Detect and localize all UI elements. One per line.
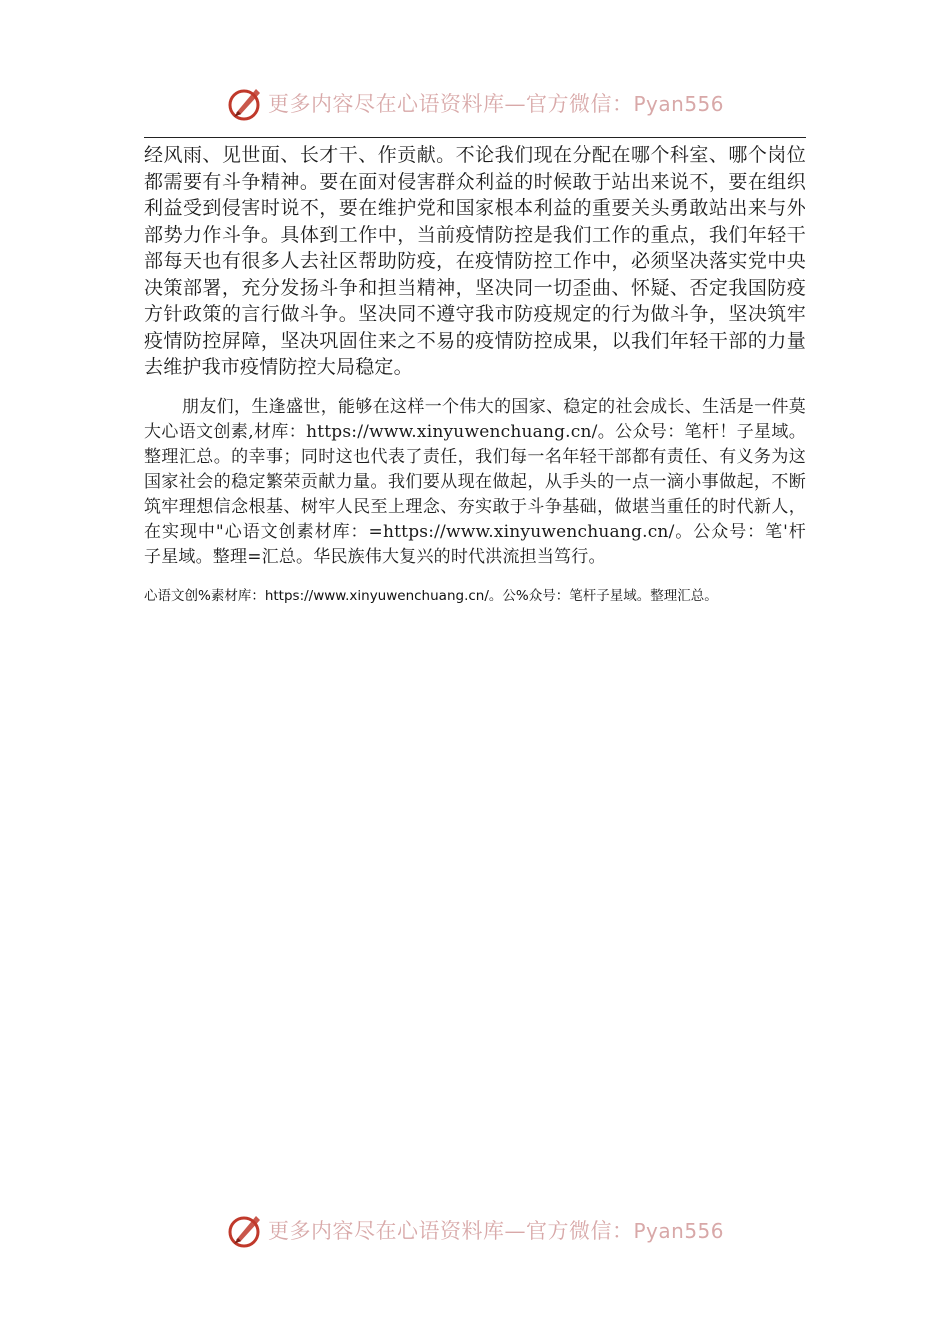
footer-banner-text: 更多内容尽在心语资料库—官方微信：Pyan556 — [267, 1219, 724, 1243]
footer-banner — [0, 1208, 950, 1252]
footer-wechat-id: Pyan556 — [633, 1219, 724, 1243]
quill-logo-icon — [226, 1210, 266, 1250]
header-wechat-id: Pyan556 — [633, 92, 724, 116]
footnote: 心语文创%素材库：https://www.xinyuwenchuang.cn/。公%众号：笔杆子星域。整理汇总。 — [144, 587, 718, 604]
paragraph-1: 经风雨、见世面、长才干、作贡献。不论我们现在分配在哪个科室、哪个岗位都需要有斗争精神。要在面对侵害群众利益的时候敢于站出来说不，要在组织利益受到侵害时说不，要在维护党和国家根本利益的重要关头勇敢站出来与外部势力作斗争。具体到工作中，当前疫情防控是我们工作的重点，我们年轻干部每天也有很多人去社区帮助防疫，在疫情防控工作中，必须坚决落实党中央决策部署，充分发扬斗争和担当精神，坚决同一切歪曲、怀疑、否定我国防疫方针政策的言行做斗争。坚决同不遵守我市防疫规定的行为做斗争，坚决筑牢疫情防控屏障，坚决巩固住来之不易的疫情防控成果，以我们年轻干部的力量去维护我市疫情防控大局稳定。 — [144, 144, 806, 378]
quill-logo-icon — [226, 83, 266, 123]
header-banner-text: 更多内容尽在心语资料库—官方微信：Pyan556 — [267, 92, 724, 116]
paragraph-2: 朋友们，生逢盛世，能够在这样一个伟大的国家、稳定的社会成长、生活是一件莫大心语文创素,材库：https://www.xinyuwenchuang.cn/。公众号：笔杆！子星域。整理汇总。的幸事；同时这也代表了责任，我们每一名年轻干部都有责任、有义务为这国家社会的稳定繁荣贡献力量。我们要从现在做起，从手头的一点一滴小事做起，不断筑牢理想信念根基、树牢人民至上理念、夯实敢于斗争基础，做堪当重任的时代新人，在实现中"心语文创素材库：=https://www.xinyuwenchuang.cn/。公众号：笔'杆子星域。整理=汇总。华民族伟大复兴的时代洪流担当笃行。 — [144, 396, 806, 567]
document-body — [144, 142, 806, 606]
header-divider — [144, 137, 806, 138]
header-banner — [0, 81, 950, 125]
